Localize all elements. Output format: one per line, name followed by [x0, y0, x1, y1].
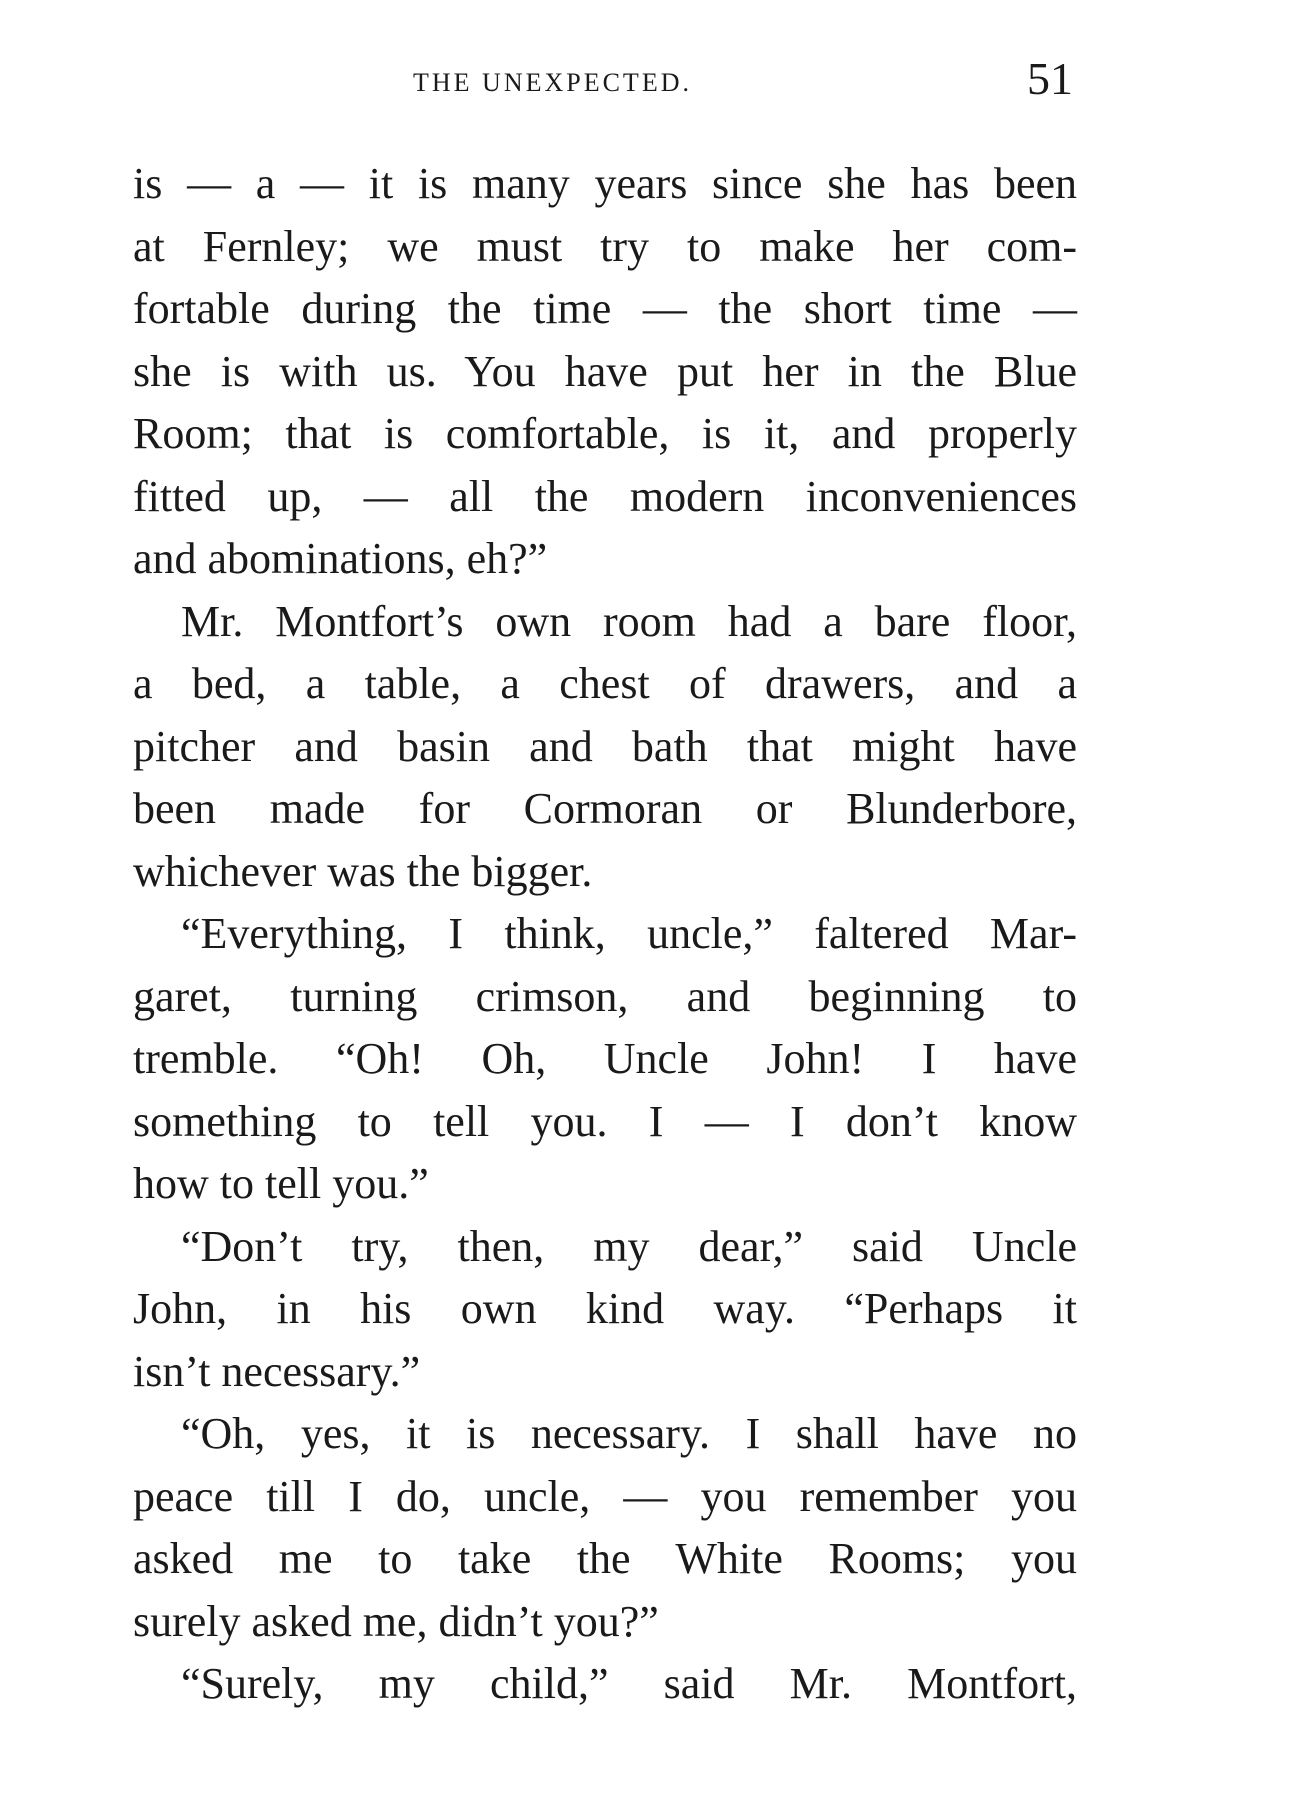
text-line: “Don’t try, then, my dear,” said Uncle	[181, 1221, 1077, 1271]
page-number: 51	[1027, 53, 1073, 104]
text-line: “Oh, yes, it is necessary. I shall have no	[181, 1409, 1077, 1458]
text-line: asked me to take the White Rooms; you	[133, 1534, 1077, 1583]
text-line: is — a — it is many years since she has been	[133, 159, 1077, 208]
text-line: fitted up, — all the modern inconveniences	[133, 471, 1077, 521]
text-line: been made for Cormoran or Blunderbore,	[133, 784, 1077, 833]
text-line: whichever was the bigger.	[133, 846, 593, 896]
text-line: tremble. “Oh! Oh, Uncle John! I have	[133, 1034, 1077, 1083]
text-line: isn’t necessary.”	[133, 1346, 421, 1396]
body-text	[133, 153, 1077, 1716]
text-line: at Fernley; we must try to make her com-	[133, 221, 1077, 271]
text-line: she is with us. You have put her in the Blue	[133, 346, 1077, 396]
text-line: “Surely, my child,” said Mr. Montfort,	[181, 1659, 1077, 1708]
text-line: peace till I do, uncle, — you remember you	[133, 1471, 1077, 1521]
text-line: pitcher and basin and bath that might have	[133, 721, 1077, 771]
text-line: “Everything, I think, uncle,” faltered Mar-	[181, 909, 1077, 958]
text-line: Room; that is comfortable, is it, and properly	[133, 409, 1077, 458]
text-line: and abominations, eh?”	[133, 534, 548, 583]
text-line: garet, turning crimson, and beginning to	[133, 971, 1077, 1021]
text-line: a bed, a table, a chest of drawers, and a	[133, 659, 1077, 708]
text-line: how to tell you.”	[133, 1159, 429, 1208]
text-line: surely asked me, didn’t you?”	[133, 1596, 659, 1646]
text-line: John, in his own kind way. “Perhaps it	[133, 1284, 1077, 1333]
text-line: fortable during the time — the short time —	[133, 284, 1077, 333]
text-line: something to tell you. I — I don’t know	[133, 1096, 1077, 1146]
running-title: THE UNEXPECTED.	[413, 68, 692, 97]
text-line: Mr. Montfort’s own room had a bare floor,	[181, 596, 1077, 646]
running-head	[133, 52, 1077, 112]
